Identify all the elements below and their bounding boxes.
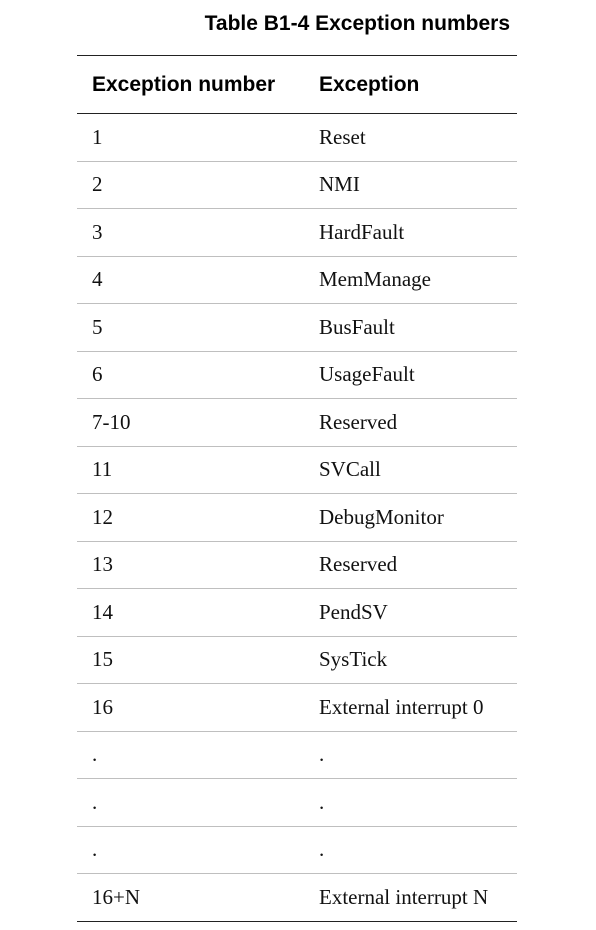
cell-exception-number: 14 bbox=[77, 589, 304, 637]
cell-exception-number: . bbox=[77, 779, 304, 827]
table-row bbox=[77, 351, 517, 399]
cell-exception-name: . bbox=[304, 826, 517, 874]
table-row bbox=[77, 446, 517, 494]
table-row bbox=[77, 874, 517, 922]
table-header bbox=[77, 56, 517, 114]
cell-exception-number: 1 bbox=[77, 114, 304, 162]
cell-exception-number: 6 bbox=[77, 351, 304, 399]
cell-exception-name: NMI bbox=[304, 161, 517, 209]
exception-table-container bbox=[77, 55, 517, 922]
header-exception: Exception bbox=[304, 56, 517, 114]
table-row bbox=[77, 589, 517, 637]
table-row bbox=[77, 304, 517, 352]
header-exception-number: Exception number bbox=[77, 56, 304, 114]
cell-exception-number: 4 bbox=[77, 256, 304, 304]
cell-exception-number: 16 bbox=[77, 684, 304, 732]
cell-exception-name: External interrupt 0 bbox=[304, 684, 517, 732]
cell-exception-name: DebugMonitor bbox=[304, 494, 517, 542]
table-row bbox=[77, 161, 517, 209]
cell-exception-name: SVCall bbox=[304, 446, 517, 494]
cell-exception-name: External interrupt N bbox=[304, 874, 517, 922]
cell-exception-number: 2 bbox=[77, 161, 304, 209]
cell-exception-number: 3 bbox=[77, 209, 304, 257]
cell-exception-name: PendSV bbox=[304, 589, 517, 637]
cell-exception-number: . bbox=[77, 731, 304, 779]
cell-exception-number: 11 bbox=[77, 446, 304, 494]
table-row bbox=[77, 779, 517, 827]
cell-exception-name: Reserved bbox=[304, 399, 517, 447]
header-row bbox=[77, 56, 517, 114]
cell-exception-number: 16+N bbox=[77, 874, 304, 922]
table-row bbox=[77, 684, 517, 732]
cell-exception-name: Reset bbox=[304, 114, 517, 162]
table-row bbox=[77, 541, 517, 589]
table-row bbox=[77, 826, 517, 874]
cell-exception-name: HardFault bbox=[304, 209, 517, 257]
cell-exception-number: 5 bbox=[77, 304, 304, 352]
exception-numbers-table bbox=[77, 55, 517, 922]
table-body bbox=[77, 114, 517, 922]
table-caption: Table B1-4 Exception numbers bbox=[204, 12, 510, 35]
table-row bbox=[77, 256, 517, 304]
cell-exception-number: 7-10 bbox=[77, 399, 304, 447]
table-row bbox=[77, 494, 517, 542]
cell-exception-name: MemManage bbox=[304, 256, 517, 304]
cell-exception-number: 15 bbox=[77, 636, 304, 684]
table-row bbox=[77, 209, 517, 257]
cell-exception-number: 12 bbox=[77, 494, 304, 542]
table-row bbox=[77, 731, 517, 779]
cell-exception-name: . bbox=[304, 731, 517, 779]
cell-exception-name: UsageFault bbox=[304, 351, 517, 399]
cell-exception-name: . bbox=[304, 779, 517, 827]
table-row bbox=[77, 399, 517, 447]
cell-exception-name: Reserved bbox=[304, 541, 517, 589]
cell-exception-number: 13 bbox=[77, 541, 304, 589]
cell-exception-name: SysTick bbox=[304, 636, 517, 684]
cell-exception-number: . bbox=[77, 826, 304, 874]
table-row bbox=[77, 636, 517, 684]
table-row bbox=[77, 114, 517, 162]
cell-exception-name: BusFault bbox=[304, 304, 517, 352]
